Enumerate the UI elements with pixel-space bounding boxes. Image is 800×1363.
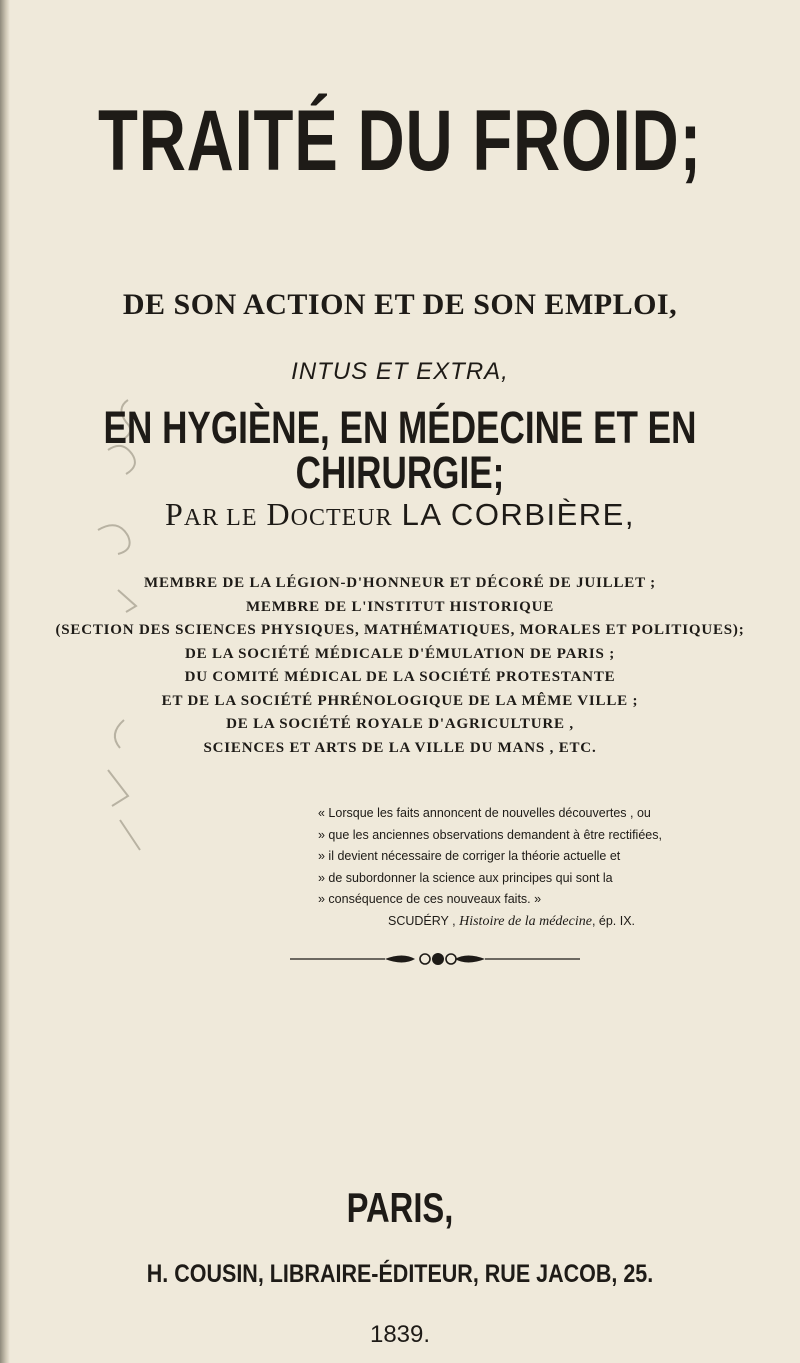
imprint-year: 1839.: [369, 1321, 431, 1348]
epigraph: [318, 803, 758, 932]
epigraph-line: » que les anciennes observations demandent à être rectifiées,: [318, 827, 662, 842]
subtitle-line-1: DE SON ACTION ET DE SON EMPLOI,: [122, 288, 678, 321]
epigraph-line: » de subordonner la science aux principes qui sont la: [318, 870, 613, 885]
credential-line: MEMBRE DE L'INSTITUT HISTORIQUE: [245, 598, 555, 615]
attribution-work: Histoire de la médecine: [459, 913, 592, 929]
attribution-ref: , ép. IX.: [591, 913, 636, 928]
credential-line: SCIENCES ET ARTS DE LA VILLE DU MANS , ETC.: [203, 739, 597, 756]
credential-line: (SECTION DES SCIENCES PHYSIQUES, MATHÉMATIQUES, MORALES ET POLITIQUES);: [55, 622, 745, 638]
author-prefix-cap: P: [165, 496, 184, 532]
printer-ornament-rule-icon: [290, 948, 580, 970]
epigraph-attribution: [318, 911, 758, 933]
epigraph-line: » il devient nécessaire de corriger la théorie actuelle et: [318, 849, 621, 863]
credential-line: DE LA SOCIÉTÉ ROYALE D'AGRICULTURE ,: [226, 716, 574, 732]
epigraph-line: » conséquence de ces nouveaux faits. »: [318, 892, 542, 906]
imprint-city: PARIS,: [346, 1184, 454, 1231]
attribution-author: SCUDÉRY ,: [388, 913, 456, 928]
book-title: TRAITÉ DU FROID;: [98, 93, 702, 189]
author-name: LA CORBIÈRE,: [401, 497, 635, 532]
author-line: [0, 496, 800, 533]
credential-line: DE LA SOCIÉTÉ MÉDICALE D'ÉMULATION DE PARIS ;: [184, 645, 616, 662]
subtitle-line-3: EN HYGIÈNE, EN MÉDECINE ET EN CHIRURGIE;: [103, 402, 697, 498]
author-prefix-sc: AR LE: [183, 505, 258, 531]
author-title-sc: OCTEUR: [290, 505, 393, 531]
author-credentials: [0, 572, 800, 760]
subtitle-line-2: INTUS ET EXTRA,: [291, 358, 509, 385]
epigraph-line: « Lorsque les faits annoncent de nouvelles découvertes , ou: [318, 806, 651, 820]
credential-line: ET DE LA SOCIÉTÉ PHRÉNOLOGIQUE DE LA MÊME VILLE ;: [161, 692, 639, 709]
credential-line: MEMBRE DE LA LÉGION-D'HONNEUR ET DÉCORÉ DE JUILLET ;: [144, 575, 656, 591]
credential-line: DU COMITÉ MÉDICAL DE LA SOCIÉTÉ PROTESTANTE: [184, 669, 616, 685]
author-title-cap: D: [266, 496, 291, 532]
imprint-publisher: H. COUSIN, LIBRAIRE-ÉDITEUR, RUE JACOB, 25.: [146, 1260, 654, 1288]
